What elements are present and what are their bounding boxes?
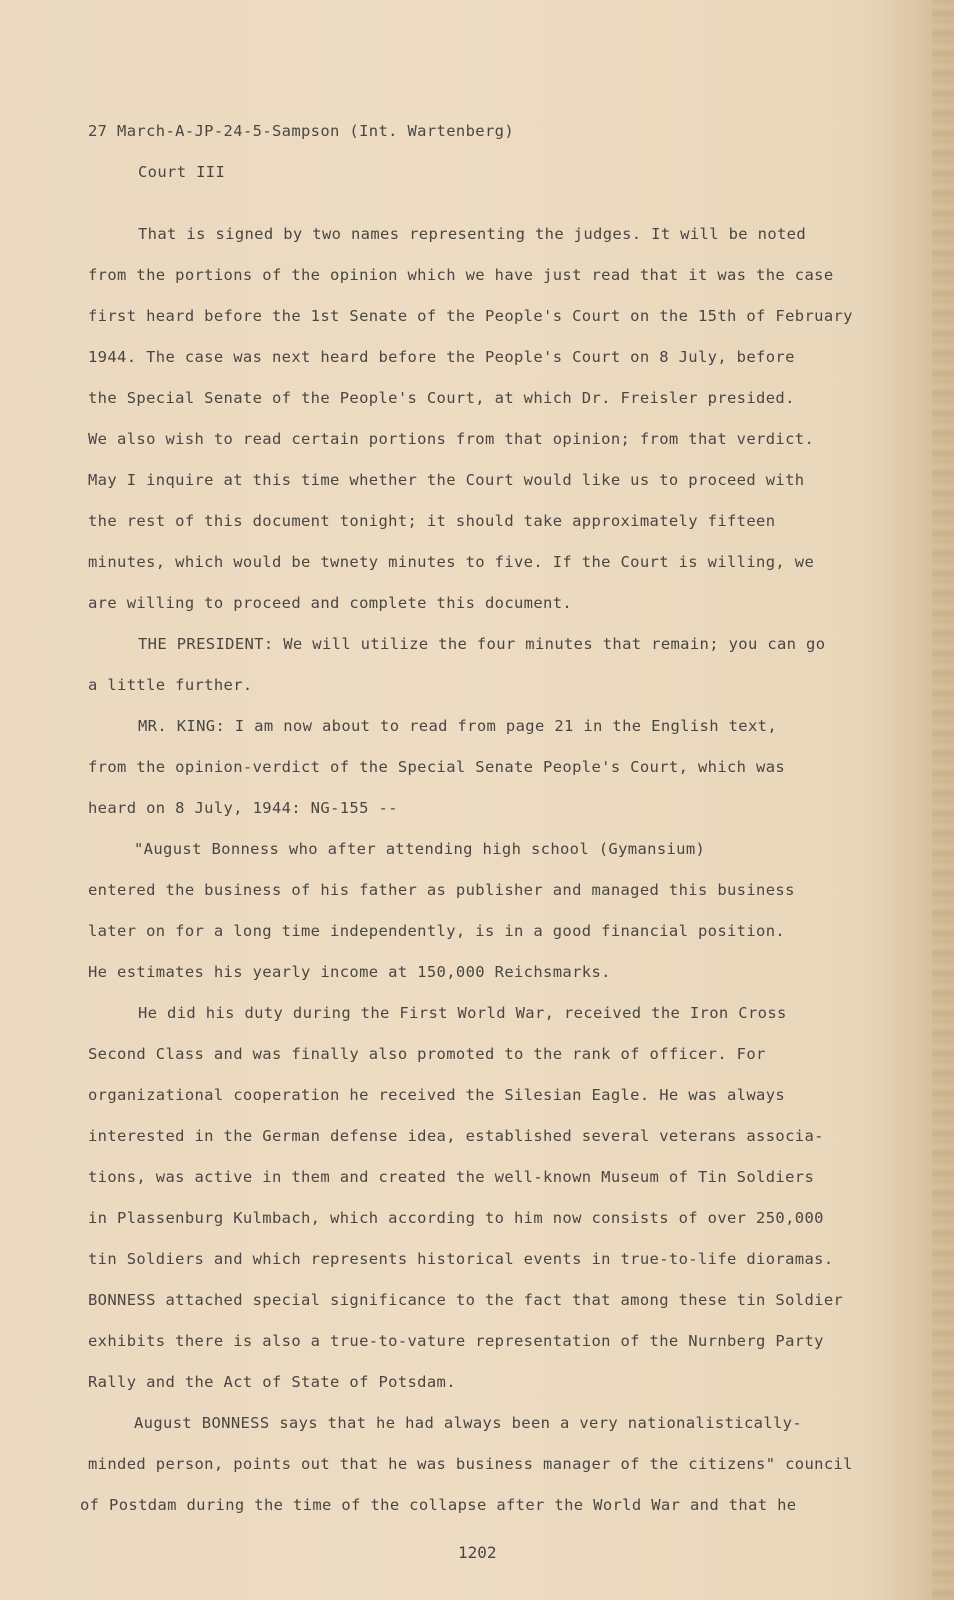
text-line: exhibits there is also a true-to-vature representation of the Nurnberg Party [88,1332,824,1350]
court-label: Court III [138,163,226,181]
text-line: THE PRESIDENT: We will utilize the four minutes that remain; you can go [138,635,826,653]
text-line: He estimates his yearly income at 150,000 Reichsmarks. [88,963,611,981]
text-line: tin Soldiers and which represents historical events in true-to-life dioramas. [88,1250,834,1268]
text-line: from the portions of the opinion which we have just read that it was the case [88,266,834,284]
text-line: "August Bonness who after attending high school (Gymansium) [134,840,706,858]
text-line: August BONNESS says that he had always been a very nationalistically- [134,1414,803,1432]
text-line: May I inquire at this time whether the Court would like us to proceed with [88,471,805,489]
document-header: 27 March-A-JP-24-5-Sampson (Int. Wartenberg) [88,122,514,140]
text-line: Rally and the Act of State of Potsdam. [88,1373,456,1391]
text-line: entered the business of his father as publisher and managed this business [88,881,795,899]
text-line: organizational cooperation he received the Silesian Eagle. He was always [88,1086,786,1104]
text-line: minded person, points out that he was business manager of the citizens" council [88,1455,853,1473]
text-line: from the opinion-verdict of the Special Senate People's Court, which was [88,758,786,776]
text-line: of Postdam during the time of the collapse after the World War and that he [80,1496,797,1514]
text-line: the rest of this document tonight; it should take approximately fifteen [88,512,776,530]
text-line: first heard before the 1st Senate of the People's Court on the 15th of February [88,307,853,325]
page-edge-shadow [932,0,954,1600]
text-line: interested in the German defense idea, established several veterans associa- [88,1127,824,1145]
text-line: He did his duty during the First World War, received the Iron Cross [138,1004,787,1022]
text-line: MR. KING: I am now about to read from page 21 in the English text, [138,717,777,735]
text-line: tions, was active in them and created the well-known Museum of Tin Soldiers [88,1168,815,1186]
text-line: That is signed by two names representing the judges. It will be noted [138,225,807,243]
text-line: the Special Senate of the People's Court, at which Dr. Freisler presided. [88,389,795,407]
text-line: in Plassenburg Kulmbach, which according to him now consists of over 250,000 [88,1209,824,1227]
text-line: We also wish to read certain portions from that opinion; from that verdict. [88,430,815,448]
page-number: 1202 [458,1543,497,1562]
text-line: later on for a long time independently, is in a good financial position. [88,922,786,940]
text-line: a little further. [88,676,253,694]
text-line: heard on 8 July, 1944: NG-155 -- [88,799,398,817]
text-line: 1944. The case was next heard before the People's Court on 8 July, before [88,348,795,366]
text-line: minutes, which would be twnety minutes to five. If the Court is willing, we [88,553,815,571]
text-line: BONNESS attached special significance to the fact that among these tin Soldier [88,1291,844,1309]
text-line: Second Class and was finally also promoted to the rank of officer. For [88,1045,766,1063]
text-line: are willing to proceed and complete this document. [88,594,573,612]
